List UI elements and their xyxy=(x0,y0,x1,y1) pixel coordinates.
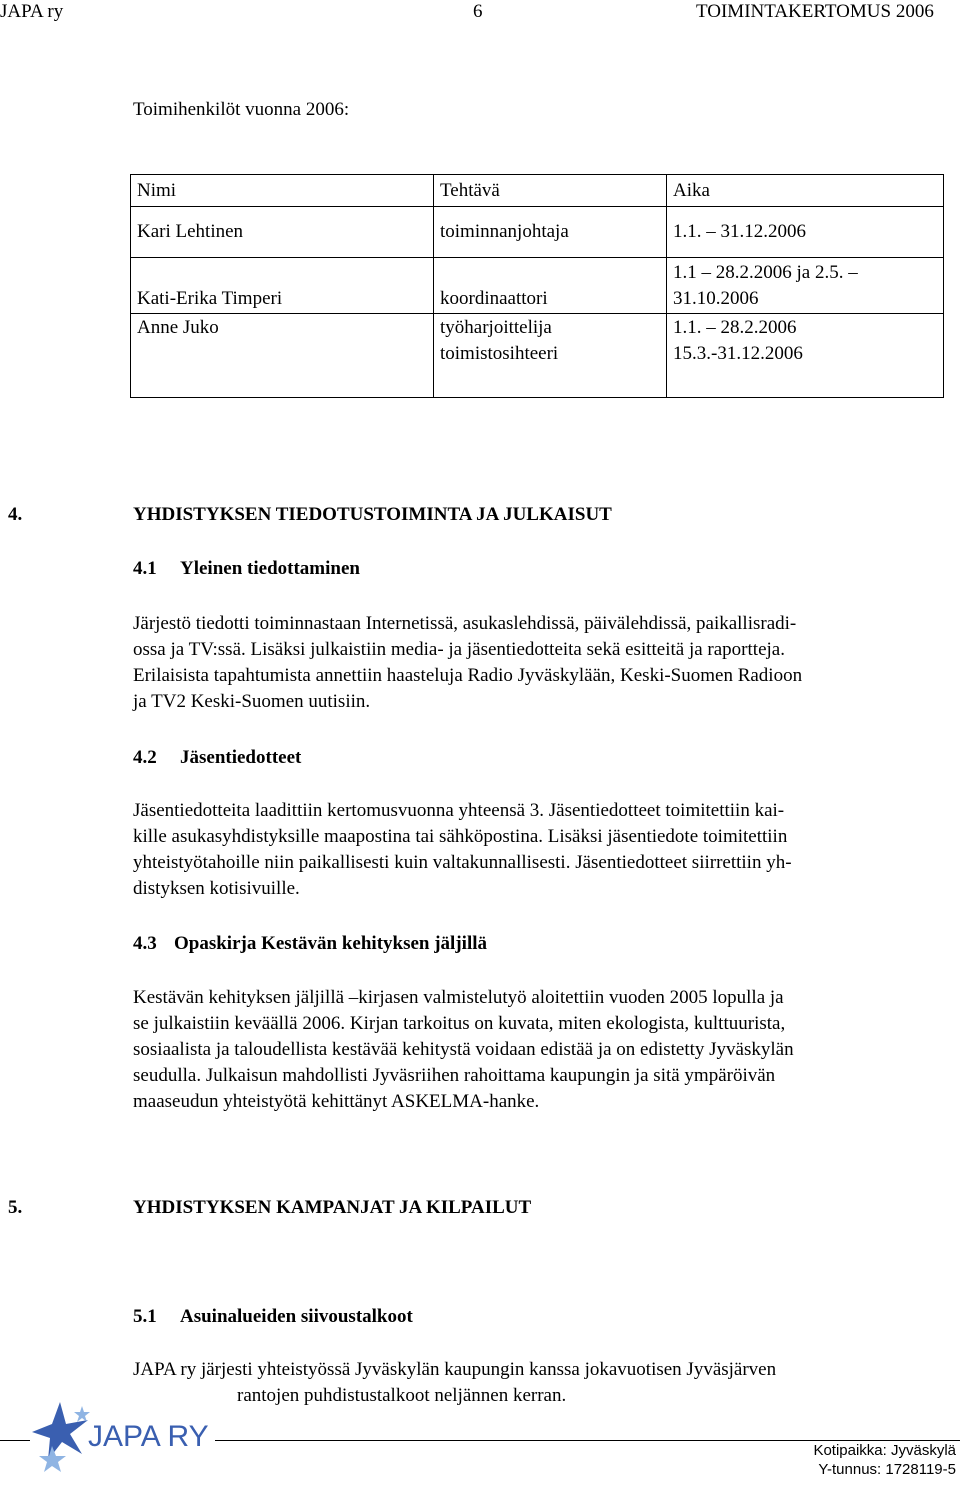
text-line: se julkaistiin keväällä 2006. Kirjan tarkoitus on kuvata, miten ekologista, kulttuurista, xyxy=(133,1013,786,1034)
paragraph-member-bulletins xyxy=(133,798,957,902)
staff-time-line: 31.10.2006 xyxy=(673,288,759,309)
staff-time: 1.1. – 31.12.2006 xyxy=(667,207,944,258)
staff-role: koordinaattori xyxy=(434,258,667,314)
staff-name: Anne Juko xyxy=(131,314,434,398)
table-header-row xyxy=(131,175,944,207)
staff-role-line: työharjoittelija xyxy=(440,317,552,338)
text-line: Jäsentiedotteita laadittiin kertomusvuonna yhteensä 3. Jäsentiedotteet toimitettiin kai- xyxy=(133,800,785,821)
column-header: Aika xyxy=(667,175,944,207)
logo-text: JAPA RY xyxy=(88,1420,209,1453)
header-org: JAPA ry xyxy=(0,1,64,22)
page-number: 6 xyxy=(473,1,483,22)
subsection-number: 5.1 xyxy=(133,1306,157,1327)
paragraph-guidebook xyxy=(133,985,957,1115)
text-line: JAPA ry järjesti yhteistyössä Jyväskylän kaupungin kanssa jokavuotisen Jyväsjärven xyxy=(133,1359,777,1380)
table-row xyxy=(131,258,944,314)
subsection-number: 4.3 xyxy=(133,933,157,954)
text-line: ossa ja TV:ssä. Lisäksi julkaistiin media- ja jäsentiedotteita sekä esitteitä ja raportteja. xyxy=(133,639,785,660)
table-row xyxy=(131,207,944,258)
text-line: Järjestö tiedotti toiminnastaan Internetissä, asukaslehdissä, päivälehdissä, paikallisradi- xyxy=(133,613,797,634)
staff-table xyxy=(130,174,944,398)
text-line: maaseudun yhteistyötä kehittänyt ASKELMA-hanke. xyxy=(133,1091,540,1112)
text-line: seudulla. Julkaisun mahdollisti Jyväsriihen rahoittama kaupungin ja sitä ympäröivän xyxy=(133,1065,776,1086)
japa-logo xyxy=(30,1398,220,1478)
subsection-title: Yleinen tiedottaminen xyxy=(180,558,360,579)
staff-time-line: 1.1. – 28.2.2006 xyxy=(673,317,797,338)
footer-business-id: Y-tunnus: 1728119-5 xyxy=(818,1461,956,1478)
staff-role: toiminnanjohtaja xyxy=(434,207,667,258)
subsection-number: 4.1 xyxy=(133,558,157,579)
staff-time xyxy=(667,314,944,398)
logo-star-large xyxy=(32,1402,88,1460)
footer-rule-left xyxy=(0,1440,30,1441)
section-4-number: 4. xyxy=(8,504,23,525)
staff-title: Toimihenkilöt vuonna 2006: xyxy=(133,99,350,120)
header-doc-title: TOIMINTAKERTOMUS 2006 xyxy=(696,1,934,22)
text-line: Erilaisista tapahtumista annettiin haasteluja Radio Jyväskylään, Keski-Suomen Radioon xyxy=(133,665,803,686)
staff-time xyxy=(667,258,944,314)
staff-time-line: 15.3.-31.12.2006 xyxy=(673,343,803,364)
text-line: ja TV2 Keski-Suomen uutisiin. xyxy=(133,691,371,712)
text-line: sosiaalista ja taloudellista kestävää kehitystä voidaan edistää ja on edistetty Jyväskylän xyxy=(133,1039,794,1060)
text-line: kille asukasyhdistyksille maapostina tai sähköpostina. Lisäksi jäsentiedote toimitettiin xyxy=(133,826,788,847)
staff-name: Kati-Erika Timperi xyxy=(131,258,434,314)
logo-star-small xyxy=(39,1446,66,1472)
paragraph-cleanup xyxy=(133,1357,957,1409)
staff-name: Kari Lehtinen xyxy=(131,207,434,258)
subsection-title: Jäsentiedotteet xyxy=(180,747,302,768)
text-line: distyksen kotisivuille. xyxy=(133,878,300,899)
text-line: rantojen puhdistustalkoot neljännen kerran. xyxy=(237,1385,567,1406)
section-5-number: 5. xyxy=(8,1197,23,1218)
section-5-title: YHDISTYKSEN KAMPANJAT JA KILPAILUT xyxy=(133,1197,532,1218)
section-4-title: YHDISTYKSEN TIEDOTUSTOIMINTA JA JULKAISUT xyxy=(133,504,612,525)
subsection-number: 4.2 xyxy=(133,747,157,768)
column-header: Tehtävä xyxy=(434,175,667,207)
japa-logo-mark xyxy=(30,1398,220,1478)
paragraph-general-communication xyxy=(133,611,957,715)
text-line: yhteistyötahoille niin paikallisesti kuin valtakunnallisesti. Jäsentiedotteet siirrettiin yh- xyxy=(133,852,792,873)
staff-role xyxy=(434,314,667,398)
subsection-title: Opaskirja Kestävän kehityksen jäljillä xyxy=(174,933,487,954)
subsection-title: Asuinalueiden siivoustalkoot xyxy=(180,1306,413,1327)
staff-role-line: toimistosihteeri xyxy=(440,343,559,364)
text-line: Kestävän kehityksen jäljillä –kirjasen valmistelutyö aloitettiin vuoden 2005 lopulla ja xyxy=(133,987,784,1008)
column-header: Nimi xyxy=(131,175,434,207)
table-row xyxy=(131,314,944,398)
footer-domicile: Kotipaikka: Jyväskylä xyxy=(813,1442,956,1459)
staff-time-line: 1.1 – 28.2.2006 ja 2.5. – xyxy=(673,262,858,283)
